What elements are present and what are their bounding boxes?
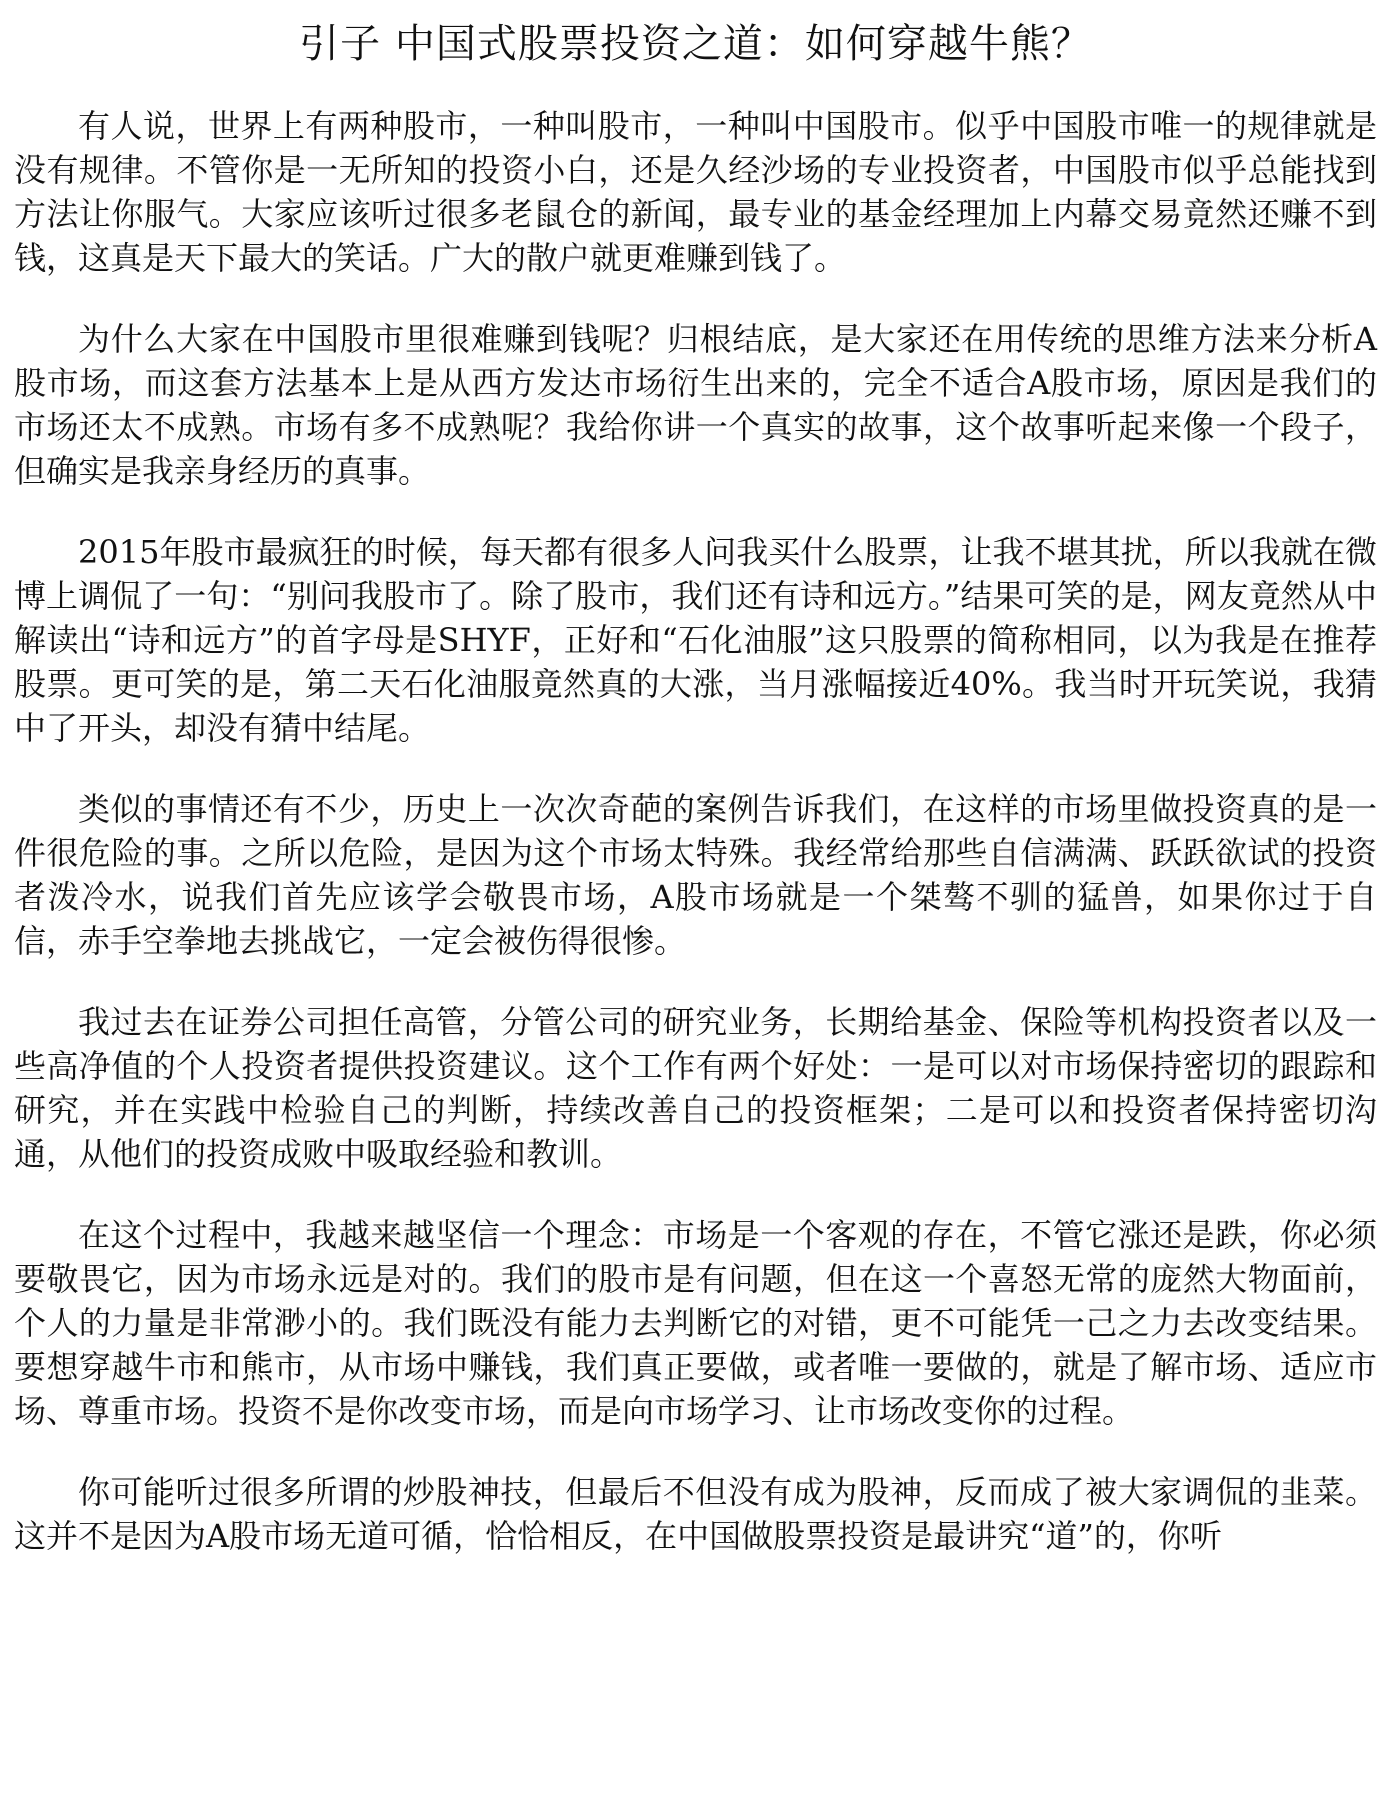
paragraph-2: 为什么大家在中国股市里很难赚到钱呢？归根结底，是大家还在用传统的思维方法来分析A股市场，而这套方法基本上是从西方发达市场衍生出来的，完全不适合A股市场，原因是我们的市场还太不成熟。市场有多不成熟呢？我给你讲一个真实的故事，这个故事听起来像一个段子，但确实是我亲身经历的真事。	[14, 320, 1377, 490]
paragraph-5: 我过去在证券公司担任高管，分管公司的研究业务，长期给基金、保险等机构投资者以及一些高净值的个人投资者提供投资建议。这个工作有两个好处：一是可以对市场保持密切的跟踪和研究，并在实践中检验自己的判断，持续改善自己的投资框架；二是可以和投资者保持密切沟通，从他们的投资成败中吸取经验和教训。	[14, 1003, 1377, 1173]
paragraph-3: 2015年股市最疯狂的时候，每天都有很多人问我买什么股票，让我不堪其扰，所以我就在微博上调侃了一句：“别问我股市了。除了股市，我们还有诗和远方。”结果可笑的是，网友竟然从中解读出“诗和远方”的首字母是SHYF，正好和“石化油服”这只股票的简称相同，以为我是在推荐股票。更可笑的是，第二天石化油服竟然真的大涨，当月涨幅接近40%。我当时开玩笑说，我猜中了开头，却没有猜中结尾。	[14, 533, 1377, 747]
paragraph-1: 有人说，世界上有两种股市，一种叫股市，一种叫中国股市。似乎中国股市唯一的规律就是没有规律。不管你是一无所知的投资小白，还是久经沙场的专业投资者，中国股市似乎总能找到方法让你服气。大家应该听过很多老鼠仓的新闻，最专业的基金经理加上内幕交易竟然还赚不到钱，这真是天下最大的笑话。广大的散户就更难赚到钱了。	[14, 107, 1377, 277]
paragraph-6: 在这个过程中，我越来越坚信一个理念：市场是一个客观的存在，不管它涨还是跌，你必须要敬畏它，因为市场永远是对的。我们的股市是有问题，但在这一个喜怒无常的庞然大物面前，个人的力量是非常渺小的。我们既没有能力去判断它的对错，更不可能凭一己之力去改变结果。要想穿越牛市和熊市，从市场中赚钱，我们真正要做，或者唯一要做的，就是了解市场、适应市场、尊重市场。投资不是你改变市场，而是向市场学习、让市场改变你的过程。	[14, 1216, 1377, 1430]
paragraph-7: 你可能听过很多所谓的炒股神技，但最后不但没有成为股神，反而成了被大家调侃的韭菜。这并不是因为A股市场无道可循，恰恰相反，在中国做股票投资是最讲究“道”的，你听	[14, 1473, 1377, 1555]
document-body	[14, 104, 1377, 1558]
page-title: 引子 中国式股票投资之道：如何穿越牛熊？	[299, 21, 1092, 67]
paragraph-4: 类似的事情还有不少，历史上一次次奇葩的案例告诉我们，在这样的市场里做投资真的是一件很危险的事。之所以危险，是因为这个市场太特殊。我经常给那些自信满满、跃跃欲试的投资者泼冷水，说我们首先应该学会敬畏市场，A股市场就是一个桀骜不驯的猛兽，如果你过于自信，赤手空拳地去挑战它，一定会被伤得很惨。	[14, 790, 1377, 960]
